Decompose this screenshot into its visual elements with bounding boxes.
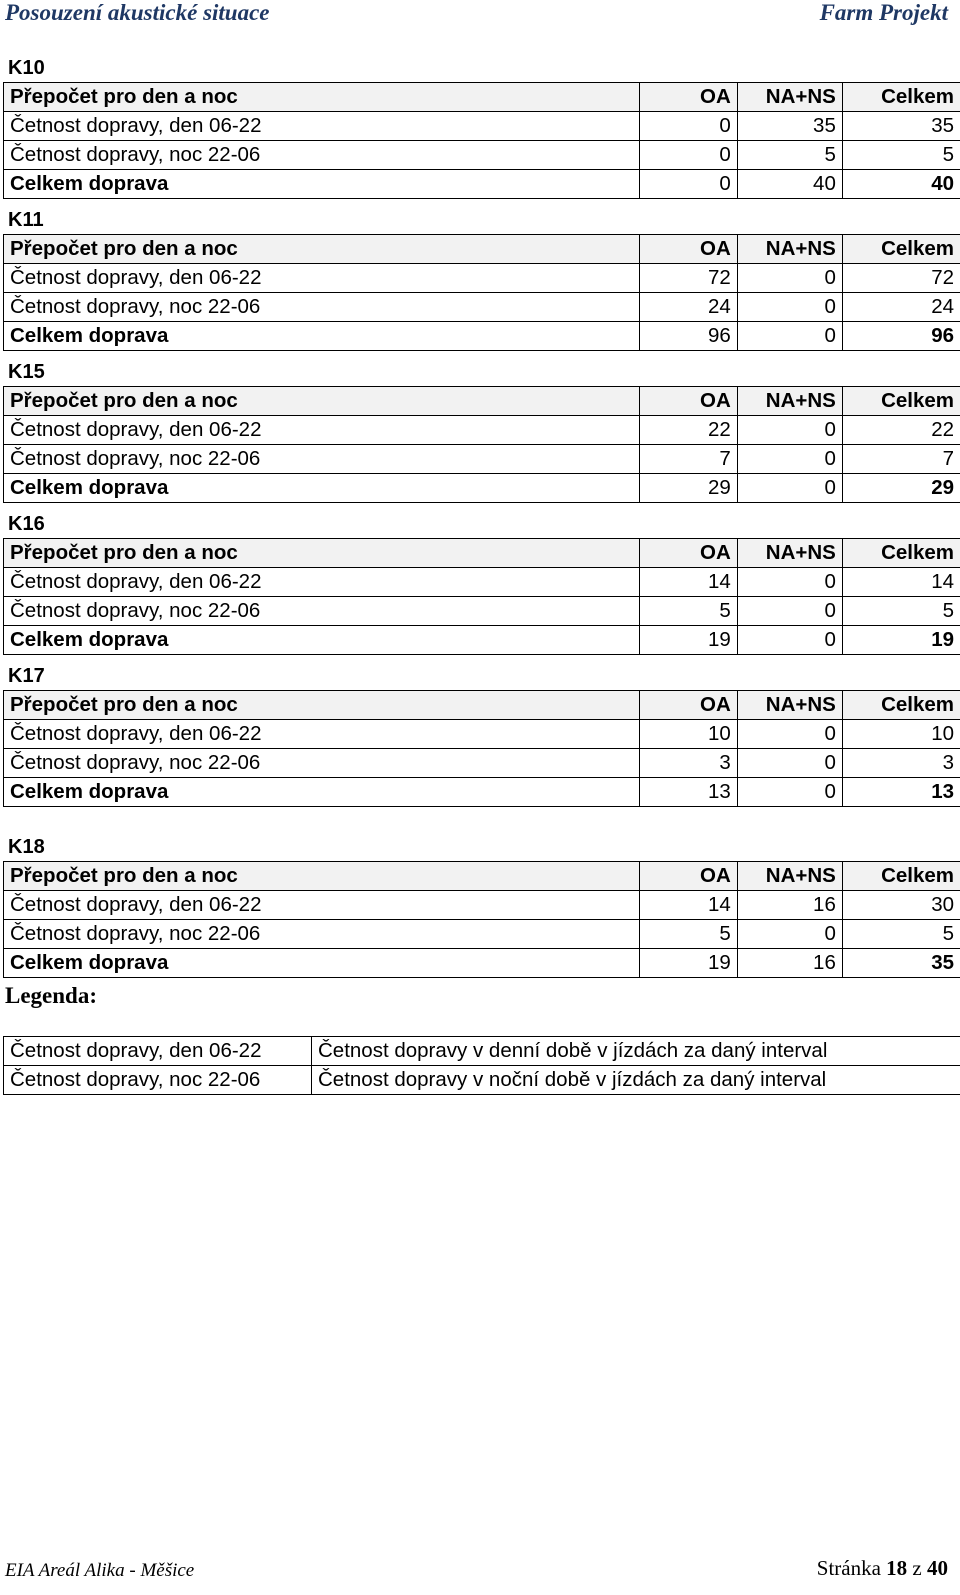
day-row <box>4 264 960 293</box>
night-row <box>4 920 960 949</box>
cell-celkem: 13 <box>842 778 960 807</box>
header-oa: OA <box>639 862 737 891</box>
header-label: Přepočet pro den a noc <box>4 387 640 416</box>
cell-celkem: 30 <box>842 891 960 920</box>
header-celkem: Celkem <box>842 83 960 112</box>
cell-nans: 0 <box>737 568 842 597</box>
header-label: Přepočet pro den a noc <box>4 862 640 891</box>
header-celkem: Celkem <box>842 862 960 891</box>
table-label: K11 <box>8 209 44 231</box>
table-label: K10 <box>8 57 45 79</box>
row-label: Četnost dopravy, den 06-22 <box>4 568 640 597</box>
cell-nans: 5 <box>737 141 842 170</box>
total-row <box>4 170 960 199</box>
day-row <box>4 416 960 445</box>
header-oa: OA <box>639 83 737 112</box>
night-row <box>4 597 960 626</box>
cell-celkem: 35 <box>842 112 960 141</box>
cell-oa: 19 <box>639 949 737 978</box>
cell-oa: 0 <box>639 141 737 170</box>
cell-celkem: 35 <box>842 949 960 978</box>
cell-celkem: 24 <box>842 293 960 322</box>
table-header-row <box>4 862 960 891</box>
page-prefix: Stránka <box>816 1556 881 1580</box>
cell-oa: 0 <box>639 112 737 141</box>
traffic-table <box>3 861 960 978</box>
cell-oa: 14 <box>639 891 737 920</box>
cell-nans: 0 <box>737 293 842 322</box>
header-nans: NA+NS <box>737 387 842 416</box>
cell-celkem: 10 <box>842 720 960 749</box>
traffic-table <box>3 690 960 807</box>
row-label: Četnost dopravy, den 06-22 <box>4 264 640 293</box>
cell-nans: 0 <box>737 626 842 655</box>
total-row <box>4 322 960 351</box>
cell-celkem: 22 <box>842 416 960 445</box>
row-label: Četnost dopravy, den 06-22 <box>4 112 640 141</box>
traffic-table <box>3 538 960 655</box>
cell-nans: 0 <box>737 416 842 445</box>
page-separator: z <box>912 1556 922 1580</box>
row-label: Četnost dopravy, noc 22-06 <box>4 141 640 170</box>
cell-nans: 0 <box>737 322 842 351</box>
page-current: 18 <box>886 1556 908 1580</box>
cell-celkem: 96 <box>842 322 960 351</box>
cell-oa: 29 <box>639 474 737 503</box>
row-label: Celkem doprava <box>4 474 640 503</box>
header-label: Přepočet pro den a noc <box>4 235 640 264</box>
cell-nans: 16 <box>737 949 842 978</box>
row-label: Četnost dopravy, noc 22-06 <box>4 597 640 626</box>
row-label: Celkem doprava <box>4 322 640 351</box>
header-label: Přepočet pro den a noc <box>4 83 640 112</box>
row-label: Četnost dopravy, den 06-22 <box>4 891 640 920</box>
header-oa: OA <box>639 235 737 264</box>
cell-celkem: 40 <box>842 170 960 199</box>
row-label: Četnost dopravy, noc 22-06 <box>4 920 640 949</box>
cell-oa: 5 <box>639 920 737 949</box>
cell-celkem: 5 <box>842 920 960 949</box>
cell-oa: 96 <box>639 322 737 351</box>
day-row <box>4 891 960 920</box>
cell-celkem: 72 <box>842 264 960 293</box>
row-label: Četnost dopravy, den 06-22 <box>4 720 640 749</box>
row-label: Četnost dopravy, noc 22-06 <box>4 749 640 778</box>
table-header-row <box>4 539 960 568</box>
cell-nans: 0 <box>737 264 842 293</box>
cell-oa: 14 <box>639 568 737 597</box>
header-oa: OA <box>639 387 737 416</box>
header-celkem: Celkem <box>842 387 960 416</box>
cell-oa: 13 <box>639 778 737 807</box>
legend-term: Četnost dopravy, den 06-22 <box>4 1037 312 1066</box>
legend-description: Četnost dopravy v noční době v jízdách za daný interval <box>312 1066 960 1095</box>
cell-celkem: 14 <box>842 568 960 597</box>
table-label: K17 <box>8 665 45 687</box>
cell-celkem: 5 <box>842 141 960 170</box>
cell-celkem: 5 <box>842 597 960 626</box>
day-row <box>4 112 960 141</box>
row-label: Celkem doprava <box>4 778 640 807</box>
header-label: Přepočet pro den a noc <box>4 539 640 568</box>
legend-row <box>4 1037 960 1066</box>
table-header-row <box>4 83 960 112</box>
cell-oa: 5 <box>639 597 737 626</box>
cell-oa: 0 <box>639 170 737 199</box>
legend-term: Četnost dopravy, noc 22-06 <box>4 1066 312 1095</box>
table-label: K16 <box>8 513 45 535</box>
cell-nans: 0 <box>737 720 842 749</box>
row-label: Celkem doprava <box>4 626 640 655</box>
cell-nans: 0 <box>737 597 842 626</box>
total-row <box>4 949 960 978</box>
total-row <box>4 626 960 655</box>
table-label: K15 <box>8 361 45 383</box>
cell-celkem: 29 <box>842 474 960 503</box>
traffic-table <box>3 82 960 199</box>
cell-nans: 0 <box>737 778 842 807</box>
day-row <box>4 568 960 597</box>
day-row <box>4 720 960 749</box>
night-row <box>4 141 960 170</box>
legend-title: Legenda: <box>5 983 97 1008</box>
cell-oa: 19 <box>639 626 737 655</box>
legend-description: Četnost dopravy v denní době v jízdách za daný interval <box>312 1037 960 1066</box>
cell-celkem: 7 <box>842 445 960 474</box>
footer-page-number <box>817 1556 948 1581</box>
cell-oa: 3 <box>639 749 737 778</box>
total-row <box>4 474 960 503</box>
night-row <box>4 445 960 474</box>
header-nans: NA+NS <box>737 862 842 891</box>
table-header-row <box>4 387 960 416</box>
cell-nans: 0 <box>737 474 842 503</box>
cell-oa: 24 <box>639 293 737 322</box>
header-label: Přepočet pro den a noc <box>4 691 640 720</box>
cell-nans: 35 <box>737 112 842 141</box>
cell-nans: 40 <box>737 170 842 199</box>
header-nans: NA+NS <box>737 691 842 720</box>
traffic-table <box>3 234 960 351</box>
cell-oa: 72 <box>639 264 737 293</box>
traffic-table <box>3 386 960 503</box>
row-label: Celkem doprava <box>4 170 640 199</box>
legend-row <box>4 1066 960 1095</box>
header-celkem: Celkem <box>842 539 960 568</box>
table-header-row <box>4 691 960 720</box>
header-nans: NA+NS <box>737 539 842 568</box>
table-header-row <box>4 235 960 264</box>
header-celkem: Celkem <box>842 691 960 720</box>
row-label: Četnost dopravy, den 06-22 <box>4 416 640 445</box>
cell-celkem: 3 <box>842 749 960 778</box>
table-label: K18 <box>8 836 45 858</box>
header-title: Posouzení akustické situace <box>5 0 270 25</box>
header-celkem: Celkem <box>842 235 960 264</box>
row-label: Četnost dopravy, noc 22-06 <box>4 445 640 474</box>
legend-table <box>3 1036 960 1095</box>
header-oa: OA <box>639 539 737 568</box>
page-total: 40 <box>927 1556 948 1580</box>
total-row <box>4 778 960 807</box>
header-oa: OA <box>639 691 737 720</box>
footer-document-title: EIA Areál Alika - Měšice <box>5 1560 195 1581</box>
row-label: Celkem doprava <box>4 949 640 978</box>
header-nans: NA+NS <box>737 83 842 112</box>
cell-oa: 10 <box>639 720 737 749</box>
cell-celkem: 19 <box>842 626 960 655</box>
cell-oa: 22 <box>639 416 737 445</box>
night-row <box>4 293 960 322</box>
cell-nans: 0 <box>737 920 842 949</box>
cell-nans: 0 <box>737 445 842 474</box>
header-nans: NA+NS <box>737 235 842 264</box>
cell-nans: 16 <box>737 891 842 920</box>
header-company: Farm Projekt <box>819 0 948 25</box>
row-label: Četnost dopravy, noc 22-06 <box>4 293 640 322</box>
night-row <box>4 749 960 778</box>
cell-oa: 7 <box>639 445 737 474</box>
cell-nans: 0 <box>737 749 842 778</box>
